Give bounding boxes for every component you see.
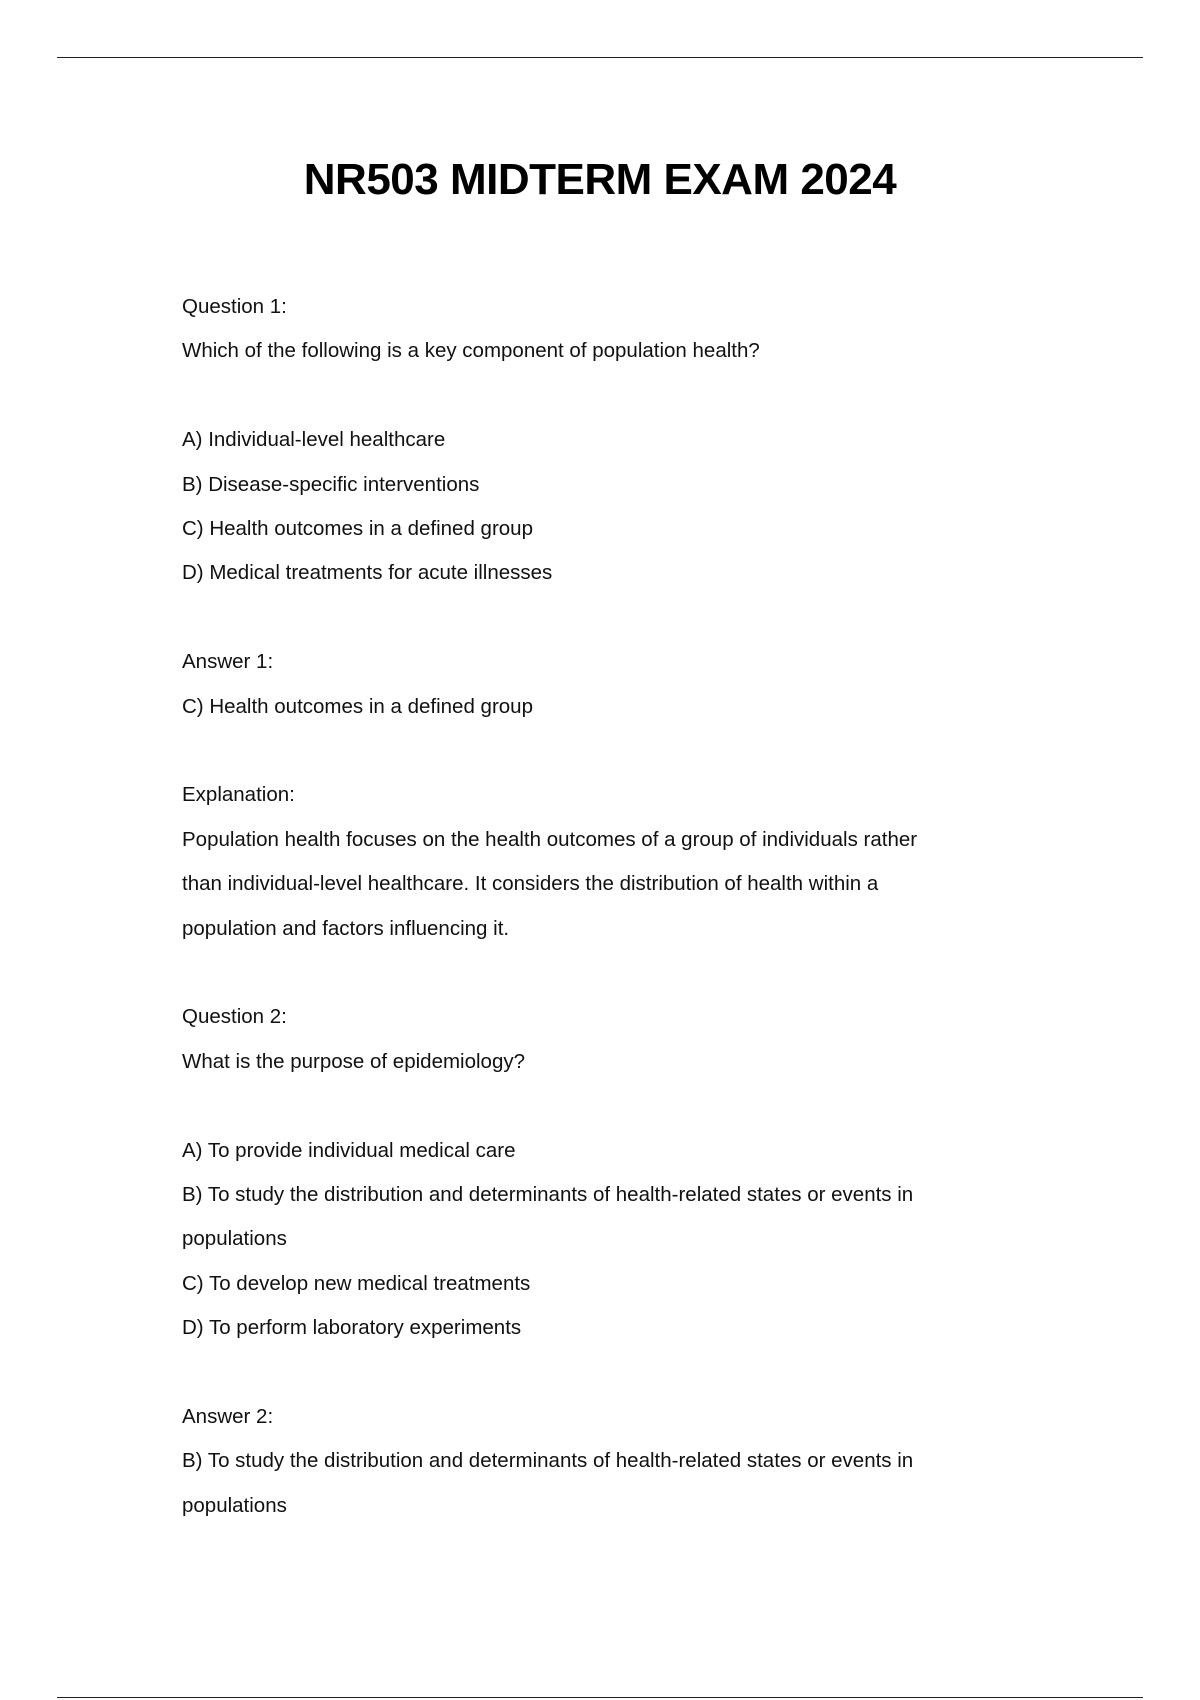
top-rule	[57, 57, 1143, 58]
spacer	[182, 729, 1012, 773]
question-1-label: Question 1:	[182, 295, 287, 318]
spacer	[182, 1351, 1012, 1395]
question-1-option-c: C) Health outcomes in a defined group	[182, 517, 533, 541]
explanation-1-label: Explanation:	[182, 783, 295, 807]
spacer	[182, 1084, 1012, 1128]
question-2-option-c: C) To develop new medical treatments	[182, 1271, 531, 1295]
question-1-option-d: D) Medical treatments for acute illnesses	[182, 561, 553, 585]
answer-2-line-2: populations	[182, 1493, 287, 1517]
question-1-text: Which of the following is a key component of population health?	[182, 339, 760, 363]
exam-content	[182, 285, 1012, 1528]
question-2-option-b-continued: populations	[182, 1227, 287, 1251]
spacer	[182, 596, 1012, 640]
explanation-1-line-2: than individual-level healthcare. It considers the distribution of health within a	[182, 872, 879, 896]
answer-1-label: Answer 1:	[182, 650, 274, 674]
page-title: NR503 MIDTERM EXAM 2024	[303, 155, 897, 204]
question-2-label: Question 2:	[182, 1005, 287, 1029]
explanation-1-line-3: population and factors influencing it.	[182, 916, 510, 940]
question-2-block	[182, 995, 1012, 1528]
spacer	[182, 374, 1012, 418]
question-2-option-b: B) To study the distribution and determinants of health-related states or events in	[182, 1183, 914, 1207]
spacer	[182, 951, 1012, 995]
question-2-option-a: A) To provide individual medical care	[182, 1138, 516, 1162]
bottom-rule	[57, 1697, 1143, 1698]
question-2-option-d: D) To perform laboratory experiments	[182, 1316, 522, 1340]
question-1-block	[182, 285, 1012, 951]
explanation-1-line-1: Population health focuses on the health outcomes of a group of individuals rather	[182, 827, 918, 851]
answer-2-line-1: B) To study the distribution and determinants of health-related states or events in	[182, 1449, 914, 1473]
answer-2-label: Answer 2:	[182, 1405, 274, 1429]
question-1-option-b: B) Disease-specific interventions	[182, 472, 480, 496]
question-1-option-a: A) Individual-level healthcare	[182, 428, 446, 452]
question-2-text: What is the purpose of epidemiology?	[182, 1049, 526, 1073]
answer-1-text: C) Health outcomes in a defined group	[182, 694, 533, 718]
